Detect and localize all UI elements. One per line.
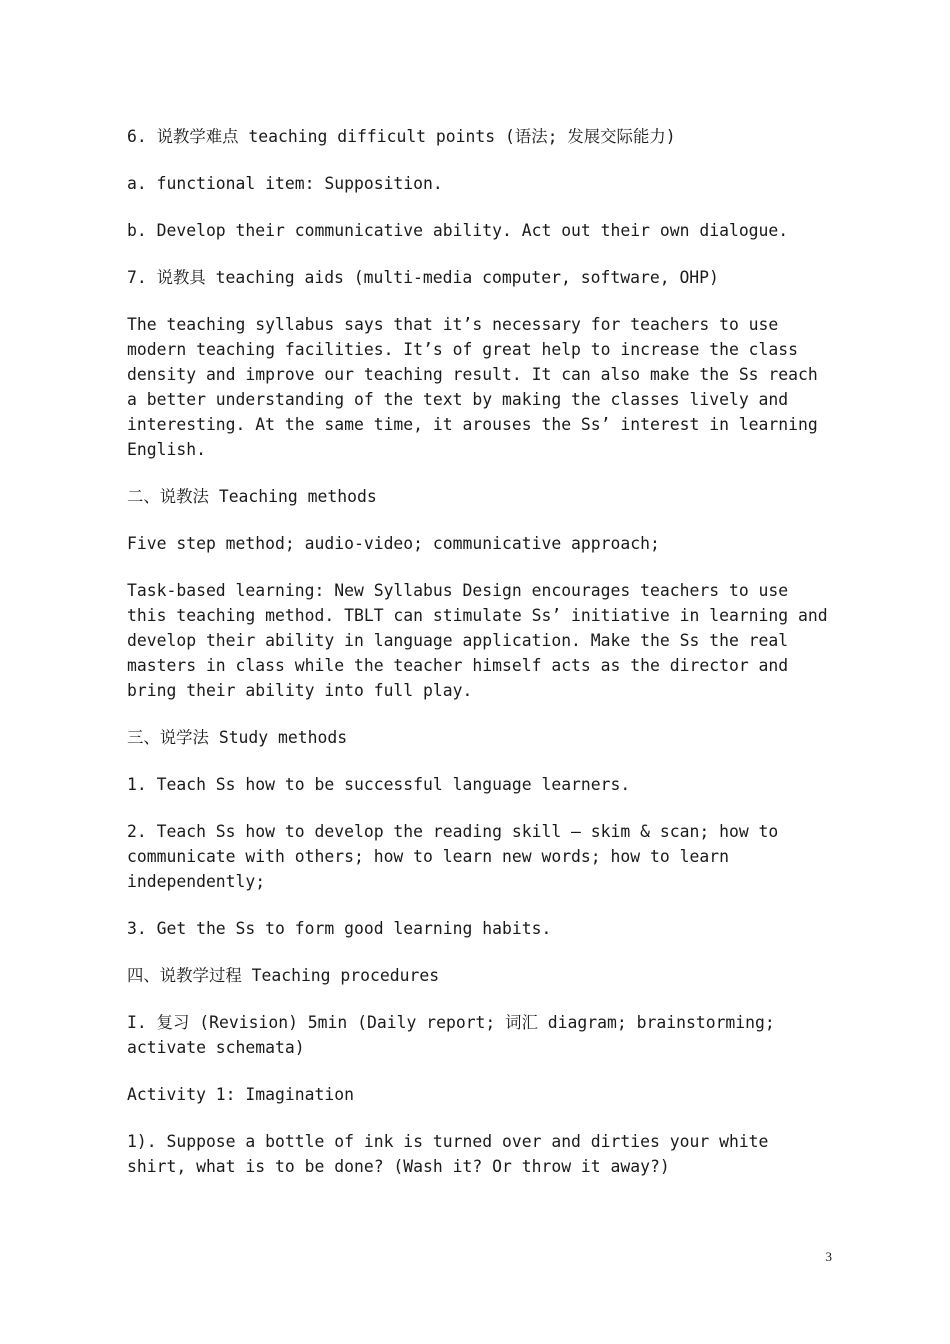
paragraph-activity-1: Activity 1: Imagination [127, 1085, 354, 1104]
paragraph-study-method-2: 2. Teach Ss how to develop the reading skill — skim & scan; how to communicate with others; how to learn new words; how to learn independently; [127, 822, 779, 891]
paragraph-communicative-ability: b. Develop their communicative ability. Act out their own dialogue. [127, 221, 789, 240]
paragraph-study-method-3: 3. Get the Ss to form good learning habits. [127, 919, 552, 938]
paragraph-teaching-syllabus: The teaching syllabus says that it’s necessary for teachers to use modern teaching facilities. It’s of great help to increase the class density and improve our teaching result. It can also make the Ss reach a better understanding of the text by making the classes lively and interesting. At the same time, it arouses the Ss’ interest in learning English. [127, 315, 818, 459]
section-heading-study-methods: 三、说学法 Study methods [127, 728, 348, 747]
section-heading-teaching-procedures: 四、说教学过程 Teaching procedures [127, 966, 440, 985]
paragraph-study-method-1: 1. Teach Ss how to be successful language learners. [127, 775, 631, 794]
paragraph-difficult-points-heading: 6. 说教学难点 teaching difficult points (语法; 发展交际能力) [127, 127, 676, 146]
paragraph-task-based-learning: Task-based learning: New Syllabus Design encourages teachers to use this teaching method. TBLT can stimulate Ss’ initiative in learning and develop their ability in language application. Make the Ss the real masters in class while the teacher himself acts as the director and bring their ability into full play. [127, 581, 828, 700]
paragraph-teaching-aids-heading: 7. 说教具 teaching aids (multi-media computer, software, OHP) [127, 268, 719, 287]
document-body [127, 124, 837, 1201]
paragraph-five-step-method: Five step method; audio-video; communicative approach; [127, 534, 660, 553]
paragraph-suppose-ink: 1). Suppose a bottle of ink is turned over and dirties your white shirt, what is to be done? (Wash it? Or throw it away?) [127, 1132, 769, 1176]
section-heading-teaching-methods: 二、说教法 Teaching methods [127, 487, 377, 506]
page-number: 3 [825, 1249, 832, 1264]
paragraph-revision: I. 复习 (Revision) 5min (Daily report; 词汇 diagram; brainstorming; activate schemata) [127, 1013, 775, 1057]
paragraph-functional-item: a. functional item: Supposition. [127, 174, 443, 193]
